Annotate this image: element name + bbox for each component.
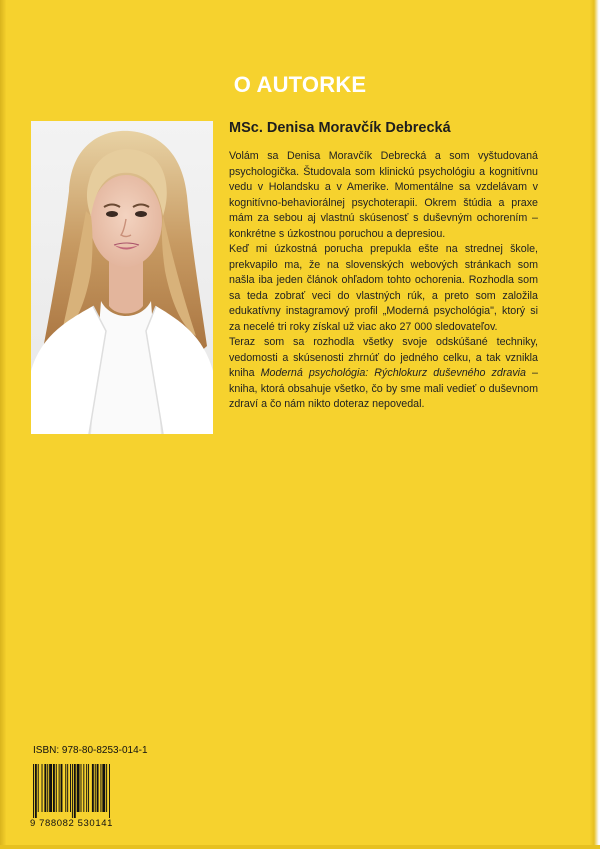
barcode-bar bbox=[35, 764, 37, 818]
author-photo bbox=[31, 121, 213, 434]
bio-paragraph-3-end: – kniha, ktorá obsahuje všetko, čo by sme mali vedieť o duševnom zdraví a čo nám nikto doteraz nepovedal. bbox=[229, 367, 538, 410]
cover-bottom-edge bbox=[0, 845, 600, 849]
barcode-bar bbox=[106, 764, 107, 812]
barcode-bar bbox=[81, 764, 82, 812]
barcode-bar bbox=[49, 764, 52, 812]
isbn-label: ISBN: 978-80-8253-014-1 bbox=[33, 745, 148, 756]
barcode-bar bbox=[95, 764, 96, 812]
barcode-bar bbox=[70, 764, 71, 812]
section-heading: O AUTORKE bbox=[233, 72, 367, 97]
author-name: MSc. Denisa Moravčík Debrecká bbox=[229, 120, 451, 136]
barcode-bar bbox=[67, 764, 68, 812]
barcode-bar bbox=[88, 764, 89, 812]
barcode-bar bbox=[74, 764, 76, 818]
barcode-bar bbox=[47, 764, 48, 812]
barcode-bar bbox=[44, 764, 46, 812]
author-bio bbox=[229, 149, 538, 413]
barcode-bar bbox=[61, 764, 63, 812]
cover-left-edge bbox=[0, 0, 6, 849]
barcode-bars bbox=[33, 764, 153, 818]
barcode-bar bbox=[92, 764, 94, 812]
barcode-bar bbox=[83, 764, 84, 812]
barcode-bar bbox=[59, 764, 60, 812]
bio-paragraph-3 bbox=[229, 335, 538, 413]
bio-paragraph-3-start: Teraz som sa rozhodla všetky svoje odskúšané techniky, vedomosti a skúsenosti zhrnúť do jedného celku, a tak vznikla kniha bbox=[229, 336, 538, 379]
barcode-bar bbox=[100, 764, 101, 812]
barcode-bar bbox=[42, 764, 43, 812]
barcode-digits: 9 788082 530141 bbox=[30, 818, 113, 829]
barcode-bar bbox=[109, 764, 110, 818]
barcode-bar bbox=[102, 764, 105, 812]
barcode-bar bbox=[56, 764, 57, 812]
bio-paragraph-2: Keď mi úzkostná porucha prepukla ešte na strednej škole, prekvapilo ma, že na slovenských webových stránkach som našla iba jeden článok ohľadom tohto ochorenia. Rozhodla som sa teda zobrať veci do vlastných rúk, a preto som založila edukatívny instagramový profil „Moderná psychológia", ktorý si za necelé tri roky získal už viac ako 27 000 sledovateľov. bbox=[229, 243, 538, 333]
barcode-bar bbox=[77, 764, 80, 812]
barcode-bar bbox=[65, 764, 66, 812]
barcode-bar bbox=[97, 764, 99, 812]
bio-paragraph-1: Volám sa Denisa Moravčík Debrecká a som vyštudovaná psychologička. Študovala som klinickú psychológiu a kognitívnu vedu v Holandsku a v Amerike. Momentálne sa vzdelávam v kognitívno-behaviorálnej psychoterapii. Okrem štúdia a praxe mám za sebou aj vlastnú skúsenosť s duševným ochorením – konkrétne s úzkostnou poruchou a depresiou. bbox=[229, 150, 538, 240]
barcode-bar bbox=[33, 764, 34, 818]
barcode-bar bbox=[38, 764, 39, 812]
book-title: Moderná psychológia: Rýchlokurz duševného zdravia bbox=[260, 367, 526, 379]
barcode bbox=[30, 764, 156, 830]
cover-right-edge bbox=[590, 0, 600, 849]
barcode-bar bbox=[72, 764, 73, 818]
barcode-bar bbox=[86, 764, 87, 812]
barcode-bar bbox=[53, 764, 55, 812]
